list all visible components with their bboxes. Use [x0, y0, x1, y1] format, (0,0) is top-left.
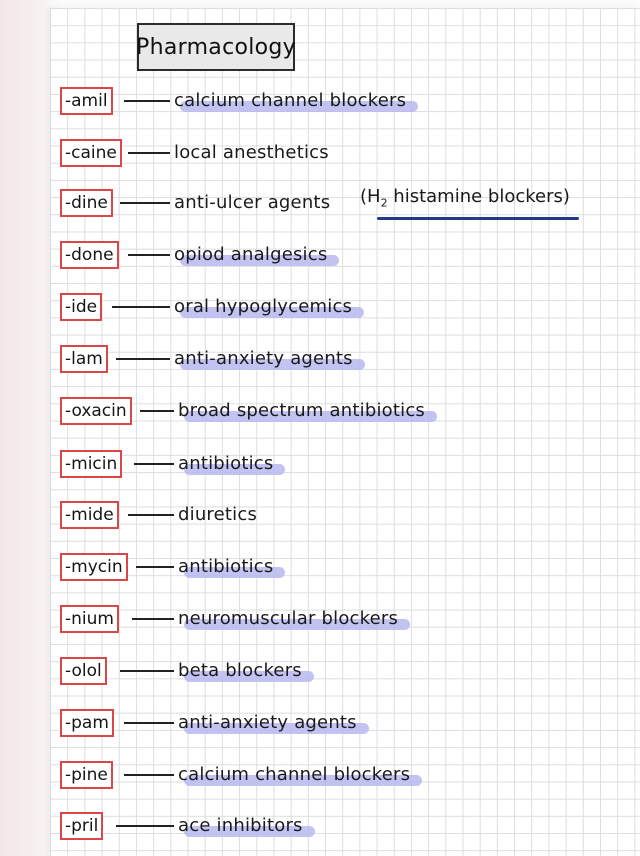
connector-line [124, 774, 174, 776]
entry-row [0, 709, 640, 739]
entry-row [0, 657, 640, 687]
suffix-box: -done [60, 241, 119, 269]
meaning-text: anti-ulcer agents [174, 192, 331, 213]
suffix-box: -oxacin [60, 397, 132, 425]
meaning-text: opiod analgesics [174, 241, 327, 269]
connector-line [112, 306, 170, 308]
meaning-text: calcium channel blockers [174, 87, 406, 115]
meaning-text: broad spectrum antibiotics [178, 397, 425, 425]
connector-line [124, 722, 174, 724]
entry-row [0, 139, 640, 169]
suffix-box: -pine [60, 761, 113, 789]
connector-line [134, 463, 174, 465]
connector-line [128, 254, 170, 256]
connector-line [116, 358, 170, 360]
meaning-text: neuromuscular blockers [178, 605, 398, 633]
page-title: Pharmacology [137, 23, 295, 71]
meaning-text: oral hypoglycemics [174, 293, 352, 321]
meaning-text: antibiotics [178, 553, 273, 581]
meaning-text: local anesthetics [174, 142, 329, 163]
suffix-box: -micin [60, 450, 122, 478]
suffix-box: -olol [60, 657, 107, 685]
connector-line [120, 202, 170, 204]
entry-row [0, 397, 640, 427]
connector-line [120, 670, 174, 672]
entry-row [0, 345, 640, 375]
entry-row [0, 761, 640, 791]
entry-row [0, 812, 640, 842]
suffix-box: -mycin [60, 553, 128, 581]
suffix-box: -nium [60, 605, 119, 633]
suffix-box: -ide [60, 293, 102, 321]
meaning-text: ace inhibitors [178, 812, 303, 840]
entry-row [0, 450, 640, 480]
dine-note: ($H_2$ histamine blockers) [360, 186, 570, 210]
connector-line [128, 514, 174, 516]
suffix-box: -dine [60, 189, 113, 217]
entry-row [0, 293, 640, 323]
connector-line [132, 618, 174, 620]
meaning-text: anti-anxiety agents [174, 345, 353, 373]
suffix-box: -amil [60, 87, 113, 115]
connector-line [140, 410, 174, 412]
connector-line [116, 825, 174, 827]
entry-row [0, 87, 640, 117]
meaning-text: beta blockers [178, 657, 302, 685]
note-underline [377, 217, 579, 220]
entry-row [0, 605, 640, 635]
suffix-box: -mide [60, 501, 119, 529]
meaning-text: diuretics [178, 504, 258, 525]
connector-line [128, 152, 170, 154]
suffix-box: -caine [60, 139, 122, 167]
suffix-box: -pam [60, 709, 114, 737]
connector-line [136, 566, 174, 568]
connector-line [124, 100, 170, 102]
meaning-text: calcium channel blockers [178, 761, 410, 789]
entry-row [0, 241, 640, 271]
meaning-text: anti-anxiety agents [178, 709, 357, 737]
entry-row [0, 501, 640, 531]
meaning-text: antibiotics [178, 450, 273, 478]
entry-row [0, 553, 640, 583]
suffix-box: -lam [60, 345, 108, 373]
suffix-box: -pril [60, 812, 103, 840]
